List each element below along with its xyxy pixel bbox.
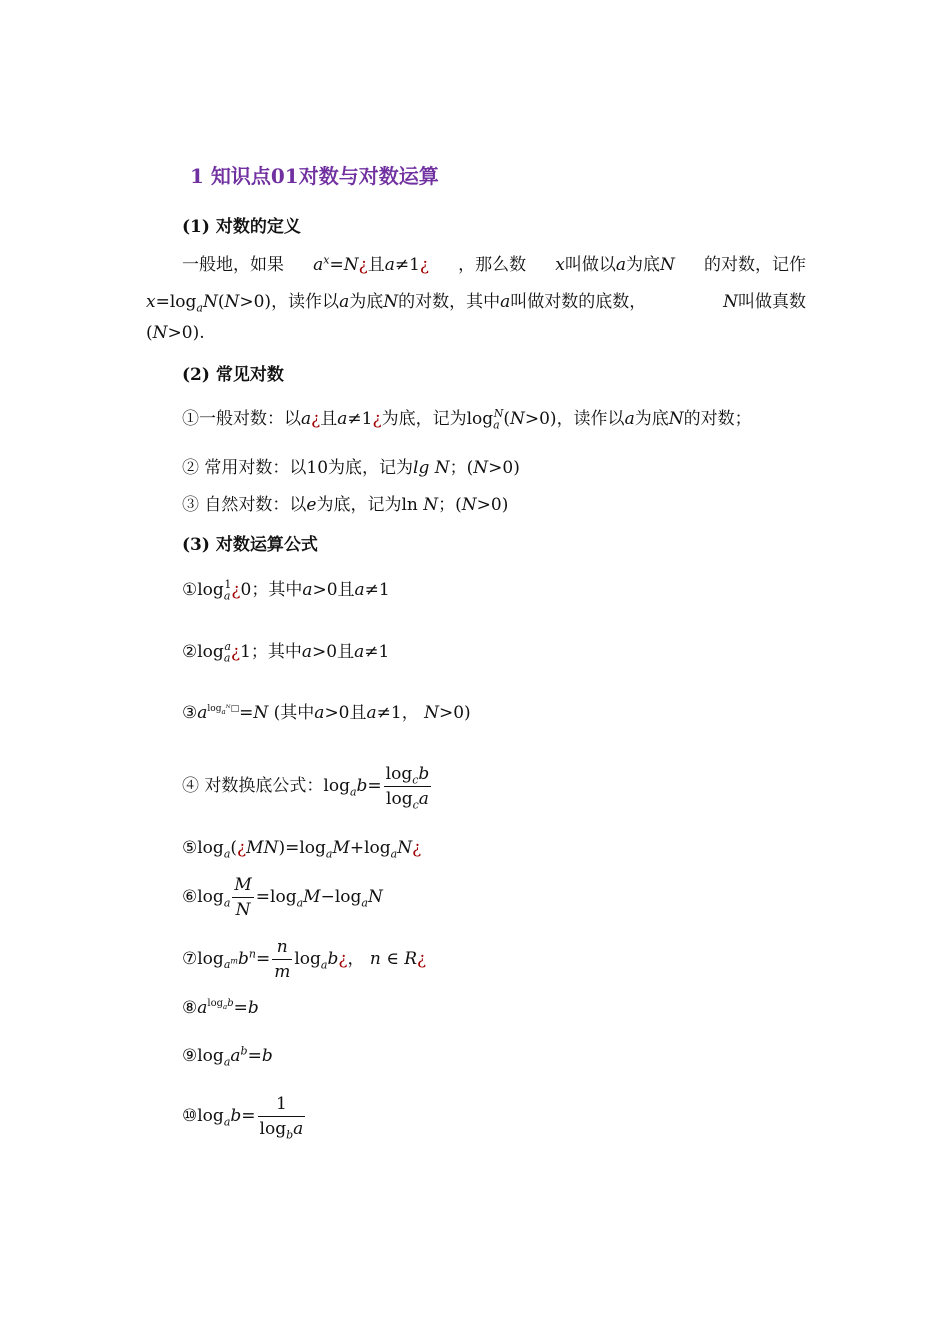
formula-7-power: $⑦\log_{a^m}b^n=$ $\frac{n}{m}$ $\log_ab¿$， n ∈ R¿ — [182, 937, 427, 982]
definition-line-3: (N>0). — [146, 323, 205, 343]
formula-6-quotient: $⑥\log_a$ $\frac{M}{N}$ $=\log_aM-\log_aN$ — [182, 875, 383, 920]
formula-2: $②\log_a^a¿1$；其中a>0且a≠1 — [182, 640, 390, 665]
formula-4-change-of-base: ④ 对数换底公式：$\log_ab=$ $\frac{\log_cb}{\log_ca}$ — [182, 764, 430, 812]
page-title: 1 知识点01对数与对数运算 — [190, 164, 439, 188]
natural-log-item: ③ 自然对数：以e为底，记为ln N；(N>0) — [182, 495, 509, 515]
formula-3: $③a^{log_aᴺ□}=N$ (其中a>0且a≠1， N>0) — [182, 703, 471, 723]
section-heading-definition: (1) 对数的定义 — [182, 217, 301, 237]
general-log-item: ①一般对数：以a¿且a≠1¿为底，记为$\log_a^N(N>0)$，读作以a为底N的对数； — [182, 407, 752, 432]
definition-line-2: $x=\log_aN(N>0)$，读作以a为底N的对数，其中a叫做对数的底数， N叫做真数 — [146, 292, 806, 315]
definition-line-1: 一般地，如果 $a^x=N¿$且a≠1¿ ，那么数 x叫做以a为底N 的对数，记作 — [182, 253, 806, 275]
formula-8: $⑧a^{log_ab}=b$ — [182, 998, 259, 1018]
formula-5-product: $⑤\log_a(¿MN)=\log_aM+\log_aN¿$ — [182, 838, 422, 861]
formula-10-reciprocal: $⑩\log_ab=$ $\frac{1}{\log_ba}$ — [182, 1094, 304, 1142]
common-log-item: ② 常用对数：以10为底，记为lg N；(N>0) — [182, 458, 520, 478]
formula-1: $①\log_a^1¿0$；其中a>0且a≠1 — [182, 578, 390, 603]
section-heading-log-formulas: (3) 对数运算公式 — [182, 535, 318, 555]
section-heading-common-logs: (2) 常见对数 — [182, 365, 284, 385]
formula-9: $⑨\log_aa^b=b$ — [182, 1044, 273, 1069]
